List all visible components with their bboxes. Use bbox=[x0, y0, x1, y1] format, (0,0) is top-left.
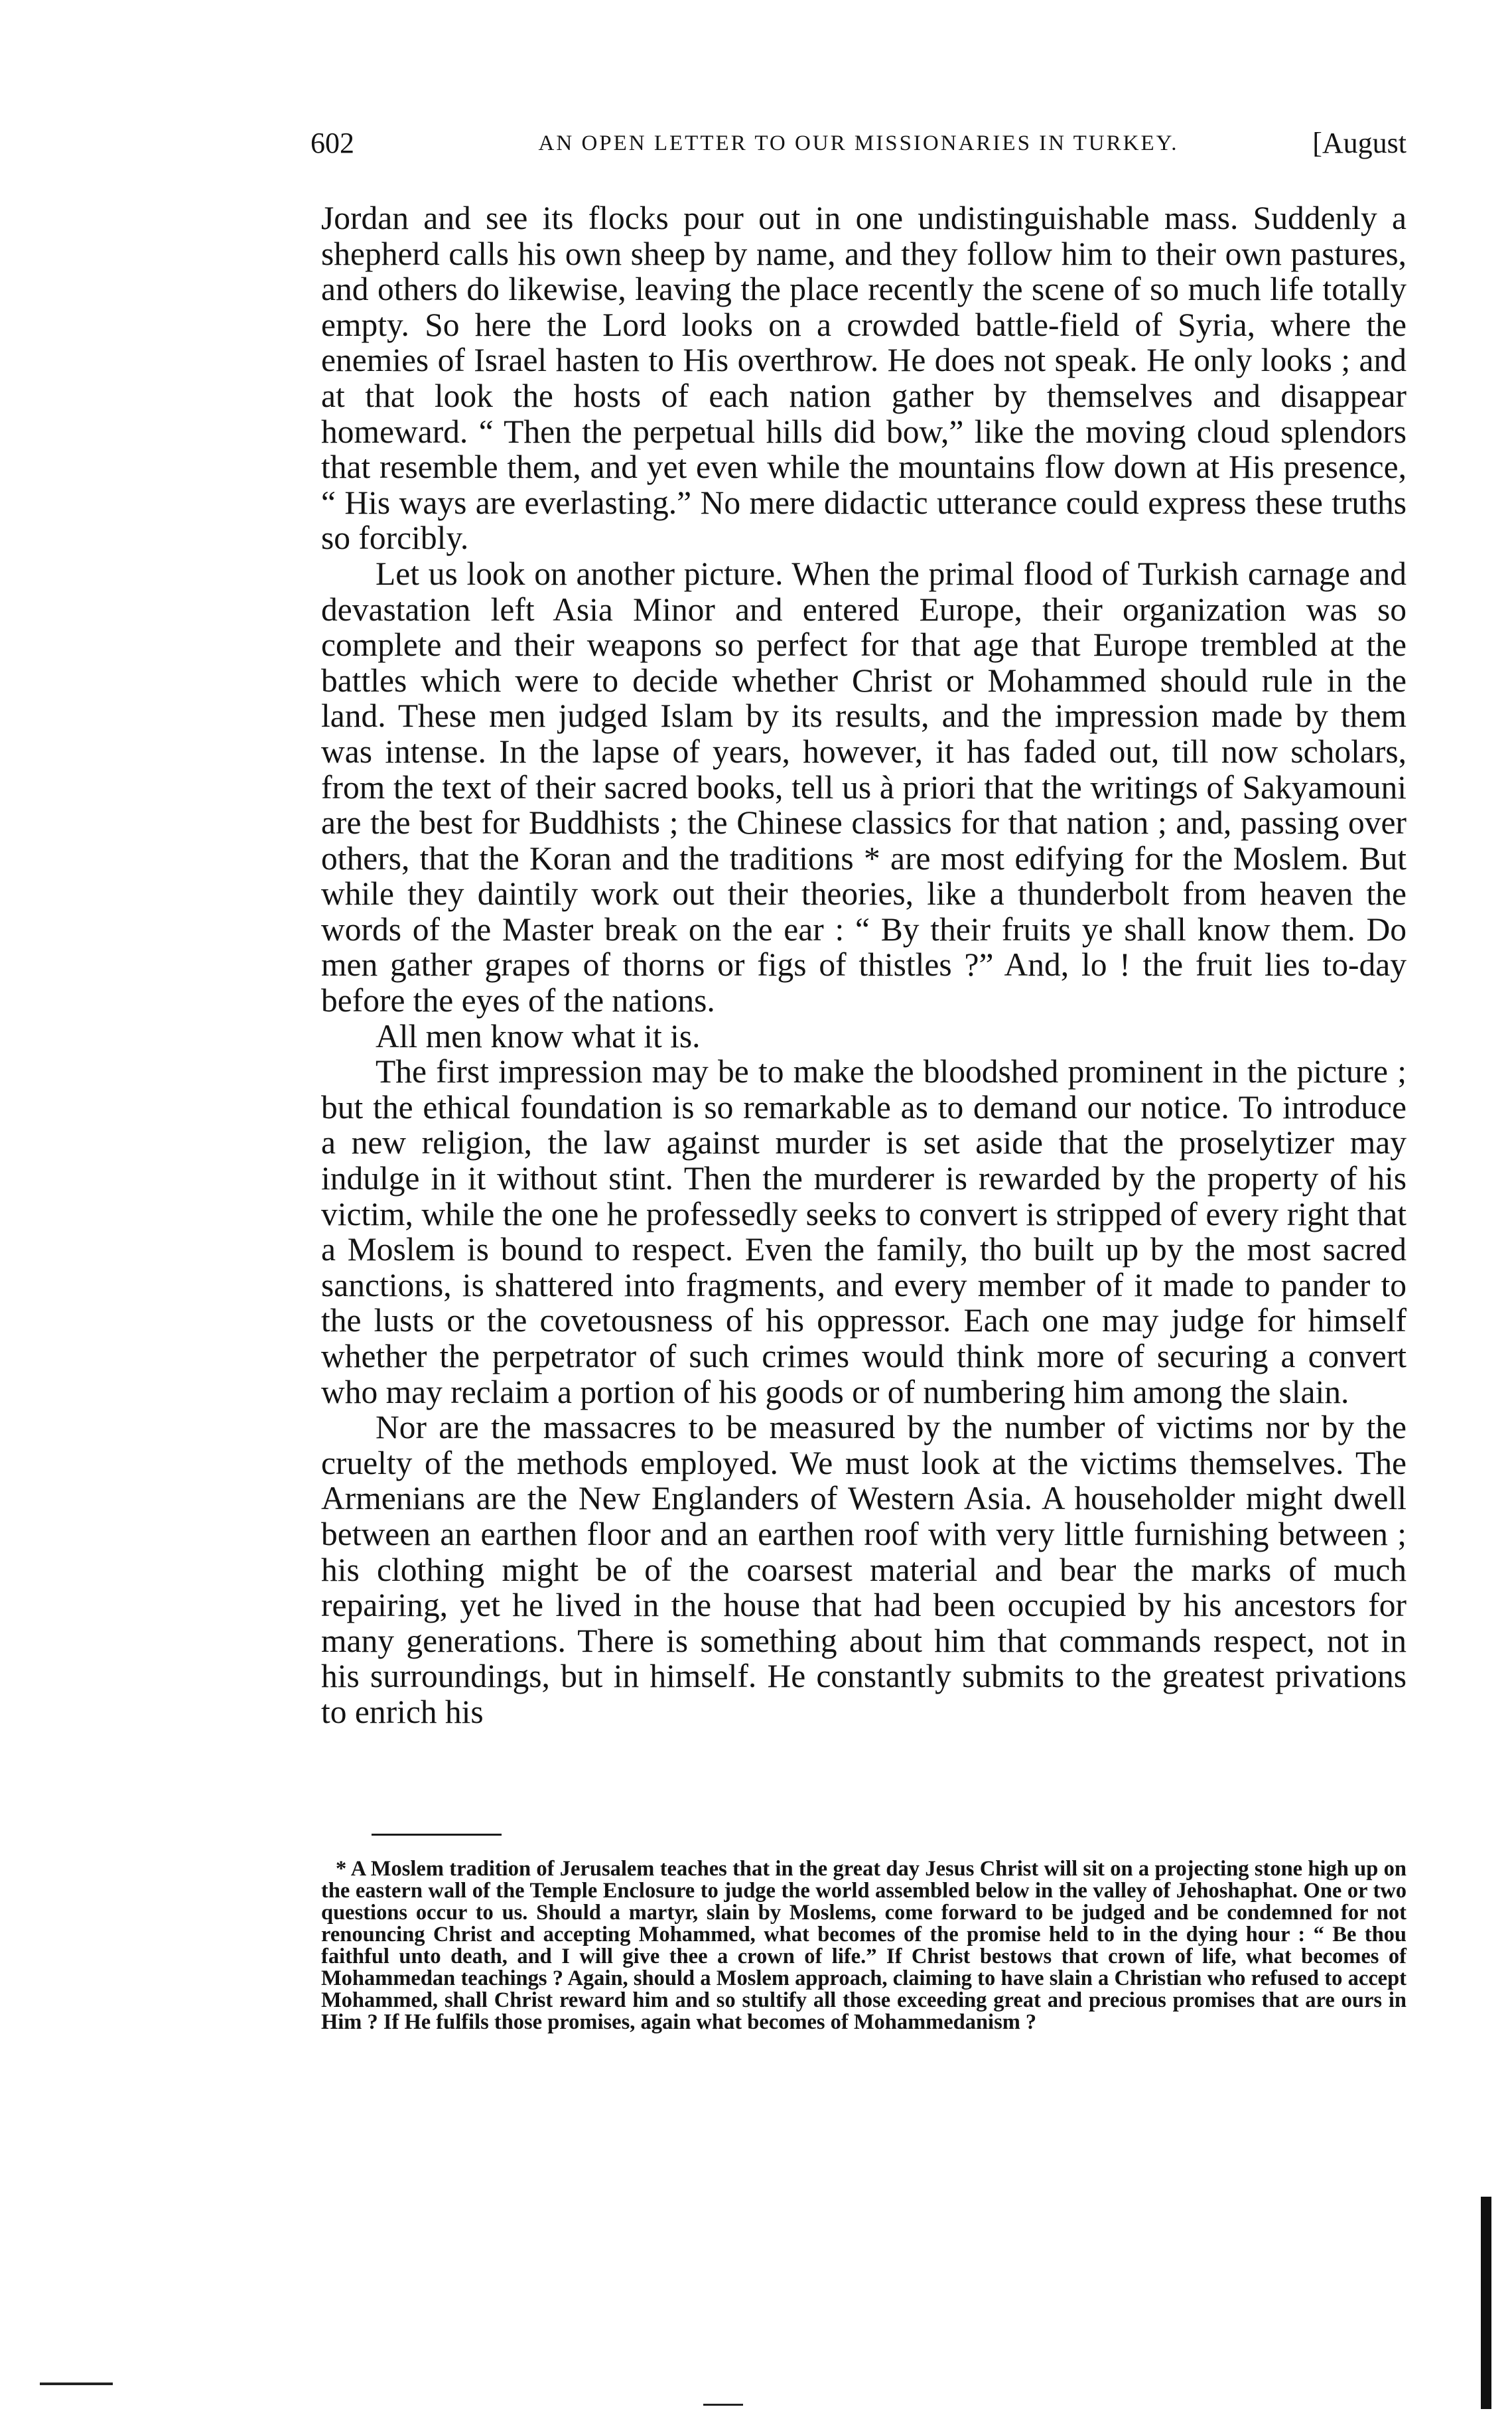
scan-artifact bbox=[703, 2404, 743, 2406]
paragraph: Let us look on another picture. When the primal flood of Turkish carnage and devastation left Asia Minor and entered Europe, their organization was so complete and their weapons so perfect for that age that Europe trembled at the battles which were to decide whether Christ or Mohammed should rule in the land. These men judged Islam by its results, and the impression made by them was intense. In the lapse of years, however, it has faded out, till now scholars, from the text of their sacred books, tell us à priori that the writings of Sakyamouni are the best for Buddhists ; the Chinese classics for that nation ; and, passing over others, that the Koran and the traditions * are most edifying for the Moslem. But while they daintily work out their theories, like a thunderbolt from heaven the words of the Master break on the ear : “ By their fruits ye shall know them. Do men gather grapes of thorns or figs of thistles ?” And, lo ! the fruit lies to-day before the eyes of the nations. bbox=[321, 555, 1407, 1019]
paragraph-continued: Jordan and see its flocks pour out in one undistinguishable mass. Suddenly a shepherd calls his own sheep by name, and they follow him to their own pastures, and others do likewise, leaving the place recently the scene of so much life totally empty. So here the Lord looks on a crowded battle-field of Syria, where the enemies of Israel hasten to His overthrow. He does not speak. He only looks ; and at that look the hosts of each nation gather by themselves and disappear homeward. “ Then the perpetual hills did bow,” like the moving cloud splendors that resemble them, and yet even while the mountains flow down at His presence, “ His ways are everlasting.” No mere didactic utterance could express these truths so forcibly. bbox=[321, 200, 1407, 557]
scan-edge-mark bbox=[1481, 2197, 1491, 2409]
footnote-rule bbox=[372, 1834, 502, 1836]
body-text bbox=[321, 200, 1407, 1730]
page-number: 602 bbox=[310, 127, 354, 159]
running-title: AN OPEN LETTER TO OUR MISSIONARIES IN TURKEY. bbox=[538, 131, 1179, 155]
paragraph: All men know what it is. bbox=[376, 1017, 701, 1055]
scan-artifact bbox=[40, 2383, 113, 2385]
header-month: [August bbox=[1312, 127, 1407, 159]
footnote bbox=[321, 1858, 1407, 2033]
paragraph: Nor are the massacres to be measured by the number of victims nor by the cruelty of the methods employed. We must look at the victims themselves. The Armenians are the New Englanders of Western Asia. A householder might dwell between an earthen floor and an earthen roof with very little furnishing between ; his clothing might be of the coarsest material and bear the marks of much repairing, yet he lived in the house that had been occupied by his ancestors for many generations. There is something about him that commands respect, not in his surroundings, but in himself. He constantly submits to the greatest privations to enrich his bbox=[321, 1409, 1407, 1730]
running-header bbox=[310, 123, 1407, 163]
footnote-text: * A Moslem tradition of Jerusalem teaches that in the great day Jesus Christ will sit on a projecting stone high up on the eastern wall of the Temple Enclosure to judge the world assembled below in the valley of Jehoshaphat. One or two questions occur to us. Should a martyr, slain by Moslems, come forward to be judged and be condemned for not renouncing Christ and accepting Mohammed, what becomes of the promise held to in the dying hour : “ Be thou faithful unto death, and I will give thee a crown of life.” If Christ bestows that crown of life, what becomes of Mohammedan teachings ? Again, should a Moslem approach, claiming to have slain a Christian who refused to accept Mohammed, shall Christ reward him and so stultify all those exceeding great and precious promises that are ours in Him ? If He fulfils those promises, again what becomes of Mohammedanism ? bbox=[321, 1857, 1407, 2034]
paragraph: The first impression may be to make the bloodshed prominent in the picture ; but the ethical foundation is so remarkable as to demand our notice. To introduce a new religion, the law against murder is set aside that the proselytizer may indulge in it without stint. Then the murderer is rewarded by the property of his victim, while the one he professedly seeks to convert is stripped of every right that a Moslem is bound to respect. Even the family, tho built up by the most sacred sanctions, is shattered into fragments, and every member of it made to pander to the lusts or the covetousness of his oppressor. Each one may judge for himself whether the perpetrator of such crimes would think more of securing a convert who may reclaim a portion of his goods or of numbering him among the slain. bbox=[321, 1053, 1407, 1410]
